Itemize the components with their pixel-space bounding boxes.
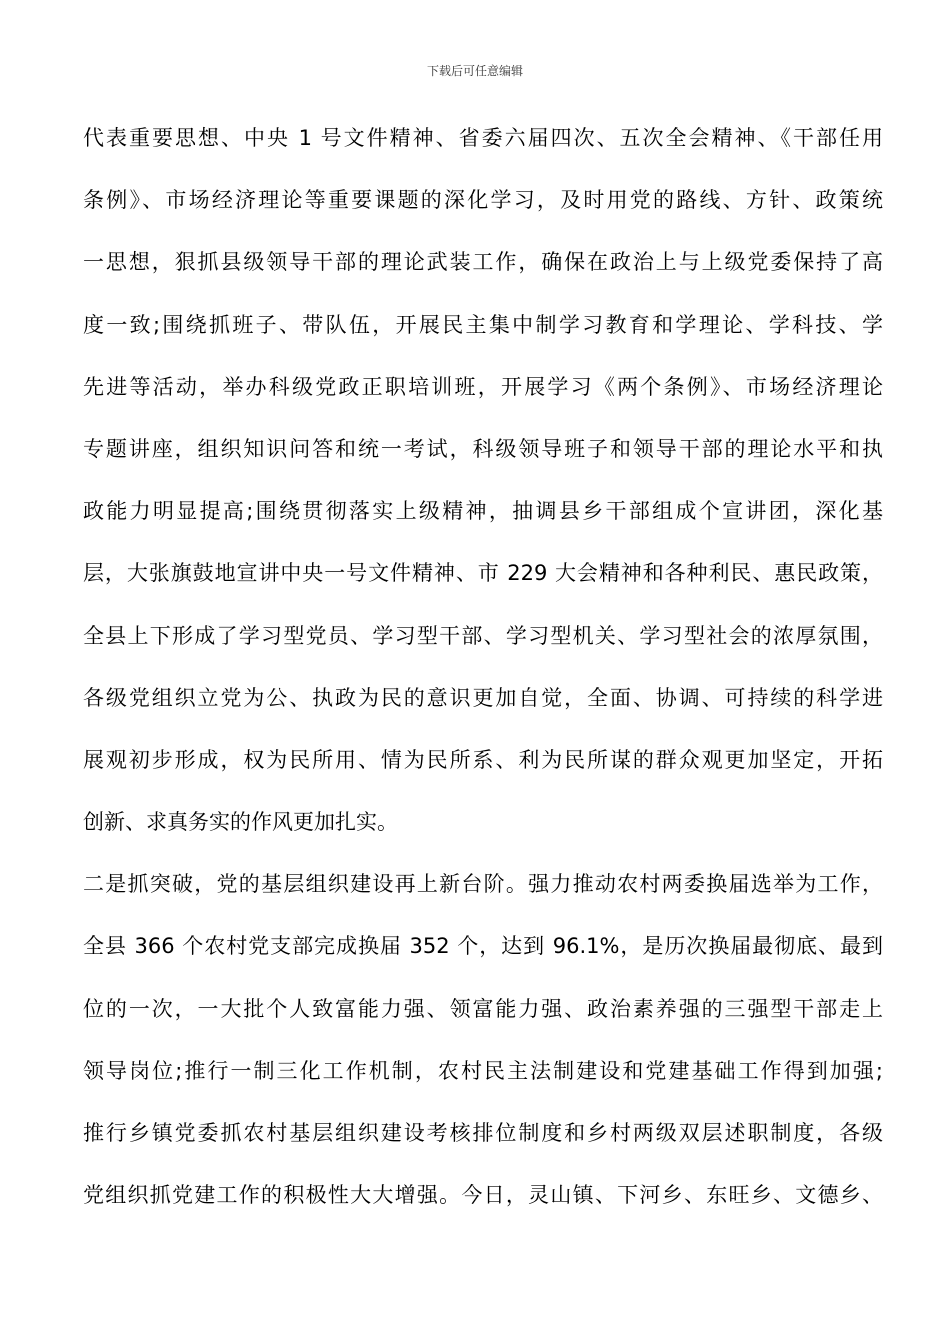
text-line: 推行乡镇党委抓农村基层组织建设考核排位制度和乡村两级双层述职制度，各级 [83,1121,883,1145]
text-line: 位的一次，一大批个人致富能力强、领富能力强、政治素养强的三强型干部走上 [83,996,883,1021]
text-line: 度一致;围绕抓班子、带队伍，开展民主集中制学习教育和学理论、学科技、学 [83,312,883,337]
text-line: 二是抓突破，党的基层组织建设再上新台阶。强力推动农村两委换届选举为工作， [83,872,883,897]
text-line: 一思想，狠抓县级领导干部的理论武装工作，确保在政治上与上级党委保持了高 [83,250,883,275]
text-line: 党组织抓党建工作的积极性大大增强。今日，灵山镇、下河乡、东旺乡、文德乡、 [83,1183,883,1208]
text-line: 政能力明显提高;围绕贯彻落实上级精神，抽调县乡干部组成个宣讲团，深化基 [83,499,883,524]
text-line: 展观初步形成，权为民所用、情为民所系、利为民所谋的群众观更加坚定，开拓 [83,747,883,772]
text-line: 层，大张旗鼓地宣讲中央一号文件精神、市 229 大会精神和各种利民、惠民政策， [83,561,883,586]
text-line: 代表重要思想、中央 1 号文件精神、省委六届四次、五次全会精神、《干部任用 [83,126,883,150]
text-line: 条例》、市场经济理论等重要课题的深化学习，及时用党的路线、方针、政策统 [83,188,883,213]
page-header: 下载后可任意编辑 [426,64,523,78]
document-body [83,108,883,1227]
text-line: 全县上下形成了学习型党员、学习型干部、学习型机关、学习型社会的浓厚氛围， [83,623,883,648]
text-line: 先进等活动，举办科级党政正职培训班，开展学习《两个条例》、市场经济理论 [83,374,883,399]
text-line: 各级党组织立党为公、执政为民的意识更加自觉，全面、协调、可持续的科学进 [83,685,883,710]
text-line: 全县 366 个农村党支部完成换届 352 个，达到 96.1%，是历次换届最彻底、最到 [83,934,883,959]
text-line: 专题讲座，组织知识问答和统一考试，科级领导班子和领导干部的理论水平和执 [83,436,883,461]
text-line: 领导岗位;推行一制三化工作机制，农村民主法制建设和党建基础工作得到加强; [83,1058,883,1083]
text-line: 创新、求真务实的作风更加扎实。 [83,810,398,835]
